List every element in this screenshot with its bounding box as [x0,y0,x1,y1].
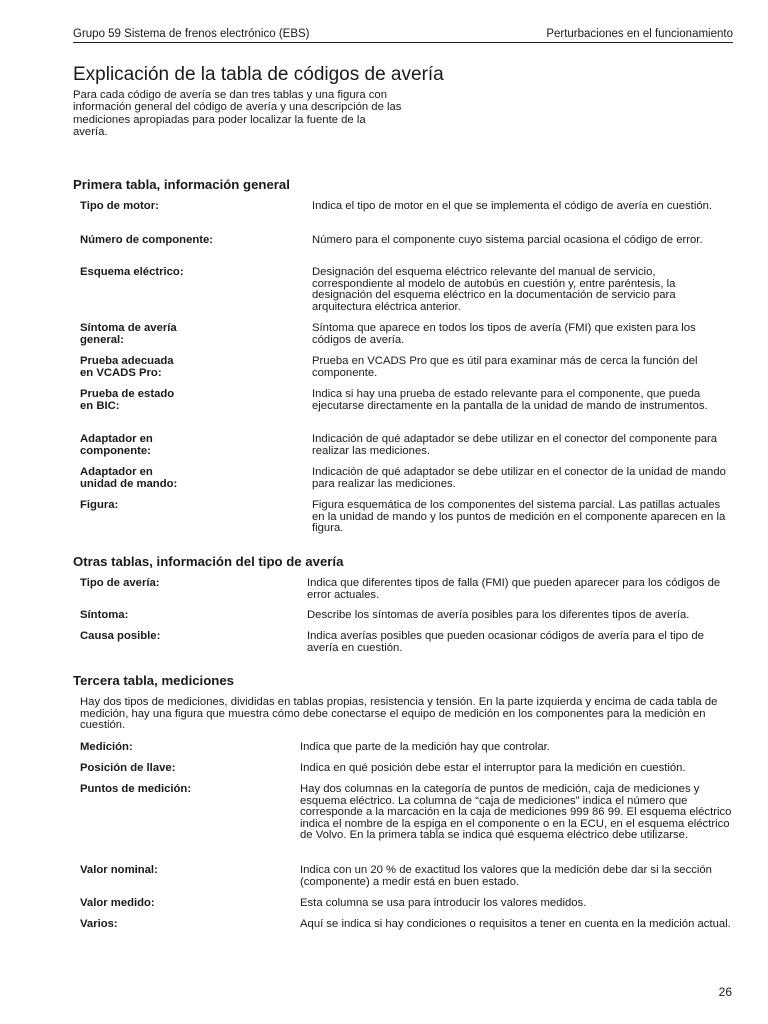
row-term: Prueba adecuada en VCADS Pro: [80,355,174,379]
row-description: Indica que diferentes tipos de falla (FMI) que pueden aparecer para los códigos de error actuales. [307,577,721,601]
row-description: Indica si hay una prueba de estado relevante para el componente, que pueda ejecutarse directamente en la pantalla de la unidad de mando de instrumentos. [312,388,708,412]
row-description: Indica el tipo de motor en el que se implementa el código de avería en cuestión. [312,200,713,212]
row-term: Tipo de motor: [80,200,159,212]
row-term: Adaptador en unidad de mando: [80,466,178,490]
row-description: Esta columna se usa para introducir los valores medidos. [300,897,587,909]
row-description: Aquí se indica si hay condiciones o requisitos a tener en cuenta en la medición actual. [300,918,731,930]
page-number: 26 [718,985,732,999]
section-3-intro: Hay dos tipos de mediciones, divididas en tablas propias, resistencia y tensión. En la parte izquierda y encima de cada tabla de medición, hay una figura que muestra cómo debe conectarse el equipo de medición en los componentes para la medición en cuestión. [80,696,718,732]
row-term: Figura: [80,499,119,511]
row-term: Valor nominal: [80,864,158,876]
row-description: Indicación de qué adaptador se debe utilizar en el conector de la unidad de mando para realizar las mediciones. [312,466,726,490]
row-description: Prueba en VCADS Pro que es útil para examinar más de cerca la función del componente. [312,355,698,379]
row-description: Indica en qué posición debe estar el interruptor para la medición en cuestión. [300,762,686,774]
row-term: Medición: [80,741,133,753]
row-term: Tipo de avería: [80,577,160,589]
row-description: Síntoma que aparece en todos los tipos de avería (FMI) que existen para los códigos de avería. [312,322,696,346]
row-term: Valor medido: [80,897,155,909]
row-description: Número para el componente cuyo sistema parcial ocasiona el código de error. [312,234,703,246]
row-description: Indica averías posibles que pueden ocasionar códigos de avería para el tipo de avería en cuestión. [307,630,704,654]
page-header [73,28,733,43]
row-term: Adaptador en componente: [80,433,153,457]
row-description: Describe los síntomas de avería posibles para los diferentes tipos de avería. [307,609,690,621]
row-description: Designación del esquema eléctrico relevante del manual de servicio, correspondiente al modelo de autobús en cuestión y, entre paréntesis, la designación del esquema eléctrico en la documentación de servicio para arquitectura eléctrica anterior. [312,266,676,313]
row-description: Figura esquemática de los componentes del sistema parcial. Las patillas actuales en la unidad de mando y los puntos de medición en el componente aparecen en la figura. [312,499,726,535]
row-description: Indica que parte de la medición hay que controlar. [300,741,550,753]
header-section: Perturbaciones en el funcionamiento [546,28,733,40]
row-term: Causa posible: [80,630,161,642]
row-term: Síntoma de avería general: [80,322,177,346]
intro-paragraph: Para cada código de avería se dan tres tablas y una figura con información general del código de avería y una descripción de las mediciones apropiadas para poder localizar la fuente de la avería. [73,89,402,138]
row-term: Esquema eléctrico: [80,266,184,278]
row-term: Posición de llave: [80,762,176,774]
page-title: Explicación de la tabla de códigos de avería [73,64,444,85]
row-term: Puntos de medición: [80,783,192,795]
row-term: Número de componente: [80,234,214,246]
row-term: Prueba de estado en BIC: [80,388,175,412]
section-3-title: Tercera tabla, mediciones [73,673,235,688]
row-term: Varios: [80,918,118,930]
row-description: Indica con un 20 % de exactitud los valores que la medición debe dar si la sección (componente) a medir está en buen estado. [300,864,712,888]
header-chapter: Grupo 59 Sistema de frenos electrónico (EBS) [73,28,310,40]
row-term: Síntoma: [80,609,129,621]
row-description: Hay dos columnas en la categoría de puntos de medición, caja de mediciones y esquema eléctrico. La columna de “caja de mediciones” indica el número que corresponde a la marcación en la caja de mediciones 999 86 99. El esquema eléctrico indica el nombre de la espiga en el componente o en la ECU, en el esquema eléctrico de Volvo. En la primera tabla se indica qué esquema eléctrico debe utilizarse. [300,783,732,842]
row-description: Indicación de qué adaptador se debe utilizar en el conector del componente para realizar las mediciones. [312,433,718,457]
section-2-title: Otras tablas, información del tipo de avería [73,554,344,569]
section-1-title: Primera tabla, información general [73,177,290,192]
